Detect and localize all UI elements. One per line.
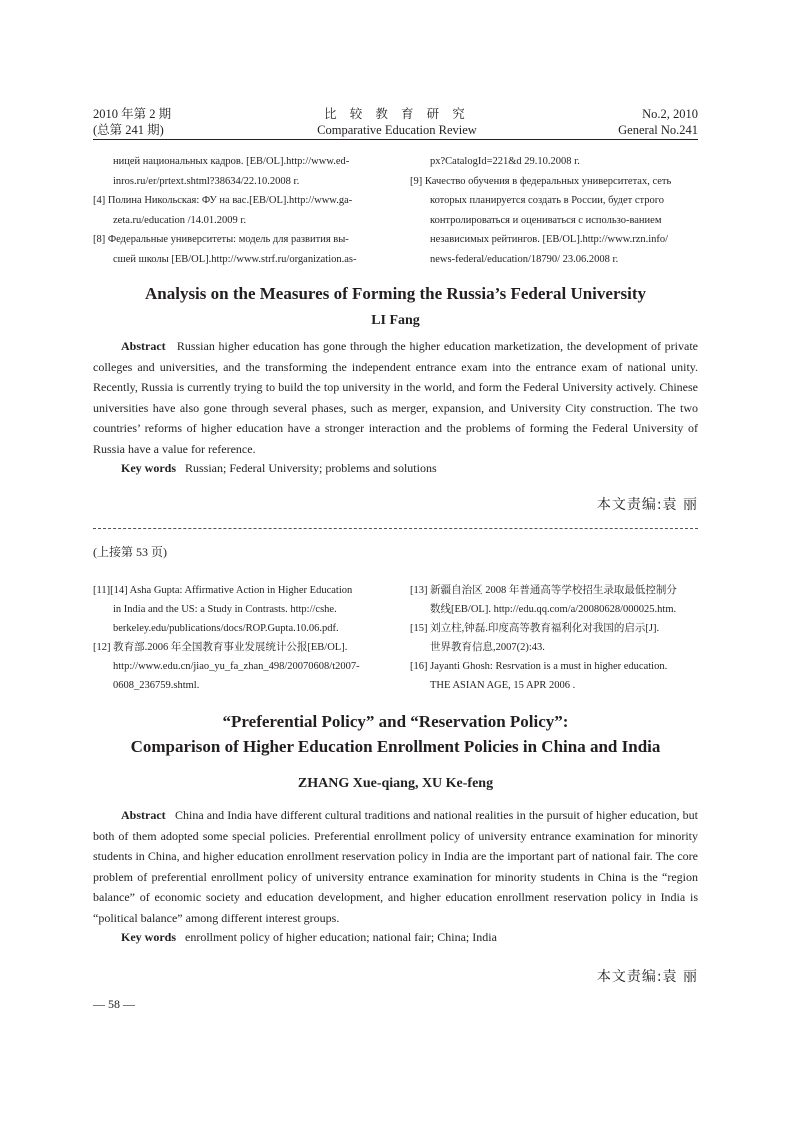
abstract-text: China and India have different cultural traditions and national realities in the pursuit of higher education, but both of them adopted some special policies. Preferential enrollment policy of university entrance examination for minority students in China, and higher education enrollment reservation policy in India are the important part of national fair. The core problem of preferential enrollment policy of university entrance examination for minority students in China is the “region balance” of economic society and education development, and higher education enrollment reservation policy in India is “political balance” among different interest groups. bbox=[93, 808, 698, 925]
reference-line: [11][14] Asha Gupta: Affirmative Action in Higher Education bbox=[93, 585, 353, 596]
reference-line: которых планируется создать в России, будет строго bbox=[430, 195, 665, 206]
reference-line: [13] 新疆自治区 2008 年普通高等学校招生录取最低控制分 bbox=[410, 585, 677, 596]
reference-line: 数线[EB/OL]. http://edu.qq.com/a/20080628/000025.htm. bbox=[430, 604, 677, 615]
abstract-label: Abstract bbox=[121, 339, 166, 353]
keywords-text: enrollment policy of higher education; national fair; China; India bbox=[185, 930, 497, 944]
header-issue bbox=[93, 106, 171, 138]
reference-line: контролироваться и оцениваться с использо-ванием bbox=[430, 214, 662, 226]
reference-line: http://www.edu.cn/jiao_yu_fa_zhan_498/20070608/t2007- bbox=[113, 661, 360, 672]
reference-line: px?CatalogId=221&d 29.10.2008 г. bbox=[430, 156, 580, 167]
keywords-text: Russian; Federal University; problems and solutions bbox=[185, 461, 437, 475]
header-rule bbox=[93, 139, 698, 140]
reference-line: inros.ru/er/prtext.shtml?38634/22.10.2008 г. bbox=[113, 175, 300, 187]
article1-title: Analysis on the Measures of Forming the Russia’s Federal University bbox=[144, 284, 646, 303]
article2-editor: 本文责编:袁 丽 bbox=[596, 969, 698, 985]
reference-line: [8] Федеральные университеты: модель для развития вы- bbox=[93, 234, 349, 245]
article2-keywords bbox=[121, 927, 497, 947]
abstract-text: Russian higher education has gone through the higher education marketization, the development of private colleges and universities, and the transforming the independent entrance exam into the entrance exam of national unity. Recently, Russia is currently trying to build the top university in the world, and form the Federal University actively. Chinese universities have also gone through several phases, such as merger, expansion, and University City construction. The two countries’ reforms of higher education have a stronger interaction and the problems of forming the Federal University of Russia have a value for reference. bbox=[93, 339, 698, 456]
reference-line: сшей школы [EB/OL].http://www.strf.ru/organization.as- bbox=[113, 253, 357, 265]
abstract-label: Abstract bbox=[121, 808, 166, 822]
article1-author: LI Fang bbox=[371, 313, 420, 328]
refs-top-right bbox=[410, 152, 702, 269]
reference-line: 世界教育信息,2007(2):43. bbox=[430, 642, 545, 653]
header-journal-cn: 比 较 教 育 研 究 bbox=[324, 107, 470, 121]
article2-title-line1: “Preferential Policy” and “Reservation Policy”: bbox=[222, 712, 569, 731]
article1-editor: 本文责编:袁 丽 bbox=[596, 497, 698, 513]
reference-line: in India and the US: a Study in Contrasts. http://cshe. bbox=[113, 604, 337, 615]
refs-bottom-right bbox=[410, 581, 702, 695]
page-number: — 58 — bbox=[93, 997, 135, 1011]
header-number-no: No.2, 2010 bbox=[642, 107, 698, 121]
reference-line: zeta.ru/education /14.01.2009 г. bbox=[113, 214, 247, 226]
refs-bottom-left bbox=[93, 581, 393, 695]
keywords-label: Key words bbox=[121, 461, 176, 475]
article2-author: ZHANG Xue-qiang, XU Ke-feng bbox=[297, 776, 494, 791]
reference-line: [16] Jayanti Ghosh: Resrvation is a must in higher education. bbox=[410, 661, 668, 672]
reference-line: [15] 刘立柱,钟磊.印度高等教育福利化对我国的启示[J]. bbox=[410, 623, 660, 634]
header-journal bbox=[260, 106, 534, 138]
reference-line: news-federal/education/18790/ 23.06.2008 г. bbox=[430, 253, 619, 265]
continued-note: (上接第 53 页) bbox=[93, 545, 167, 559]
keywords-label: Key words bbox=[121, 930, 176, 944]
header-issue-total: (总第 241 期) bbox=[93, 123, 164, 137]
reference-line: THE ASIAN AGE, 15 APR 2006 . bbox=[430, 680, 576, 691]
reference-line: независимых рейтингов. [EB/OL].http://www.rzn.info/ bbox=[430, 234, 669, 245]
reference-line: [4] Полина Никольская: ФУ на вас.[EB/OL].http://www.ga- bbox=[93, 195, 353, 206]
article1-abstract bbox=[93, 336, 698, 459]
reference-line: berkeley.edu/publications/docs/ROP.Gupta.10.06.pdf. bbox=[113, 623, 339, 634]
reference-line: ницей национальных кадров. [EB/OL].http://www.ed- bbox=[113, 156, 350, 167]
header-issue-year: 2010 年第 2 期 bbox=[93, 107, 172, 121]
header-number-general: General No.241 bbox=[618, 123, 698, 137]
section-divider bbox=[93, 528, 698, 529]
reference-line: 0608_236759.shtml. bbox=[113, 680, 200, 691]
article1-keywords bbox=[121, 458, 437, 478]
header-journal-en: Comparative Education Review bbox=[317, 123, 477, 137]
article2-title-line2: Comparison of Higher Education Enrollment Policies in China and India bbox=[130, 737, 661, 756]
refs-top-left bbox=[93, 152, 393, 269]
reference-line: [9] Качество обучения в федеральных университетах, сеть bbox=[410, 175, 672, 187]
reference-line: [12] 教育部.2006 年全国教育事业发展统计公报[EB/OL]. bbox=[93, 642, 348, 653]
header-number bbox=[618, 106, 698, 138]
article2-abstract bbox=[93, 805, 698, 928]
